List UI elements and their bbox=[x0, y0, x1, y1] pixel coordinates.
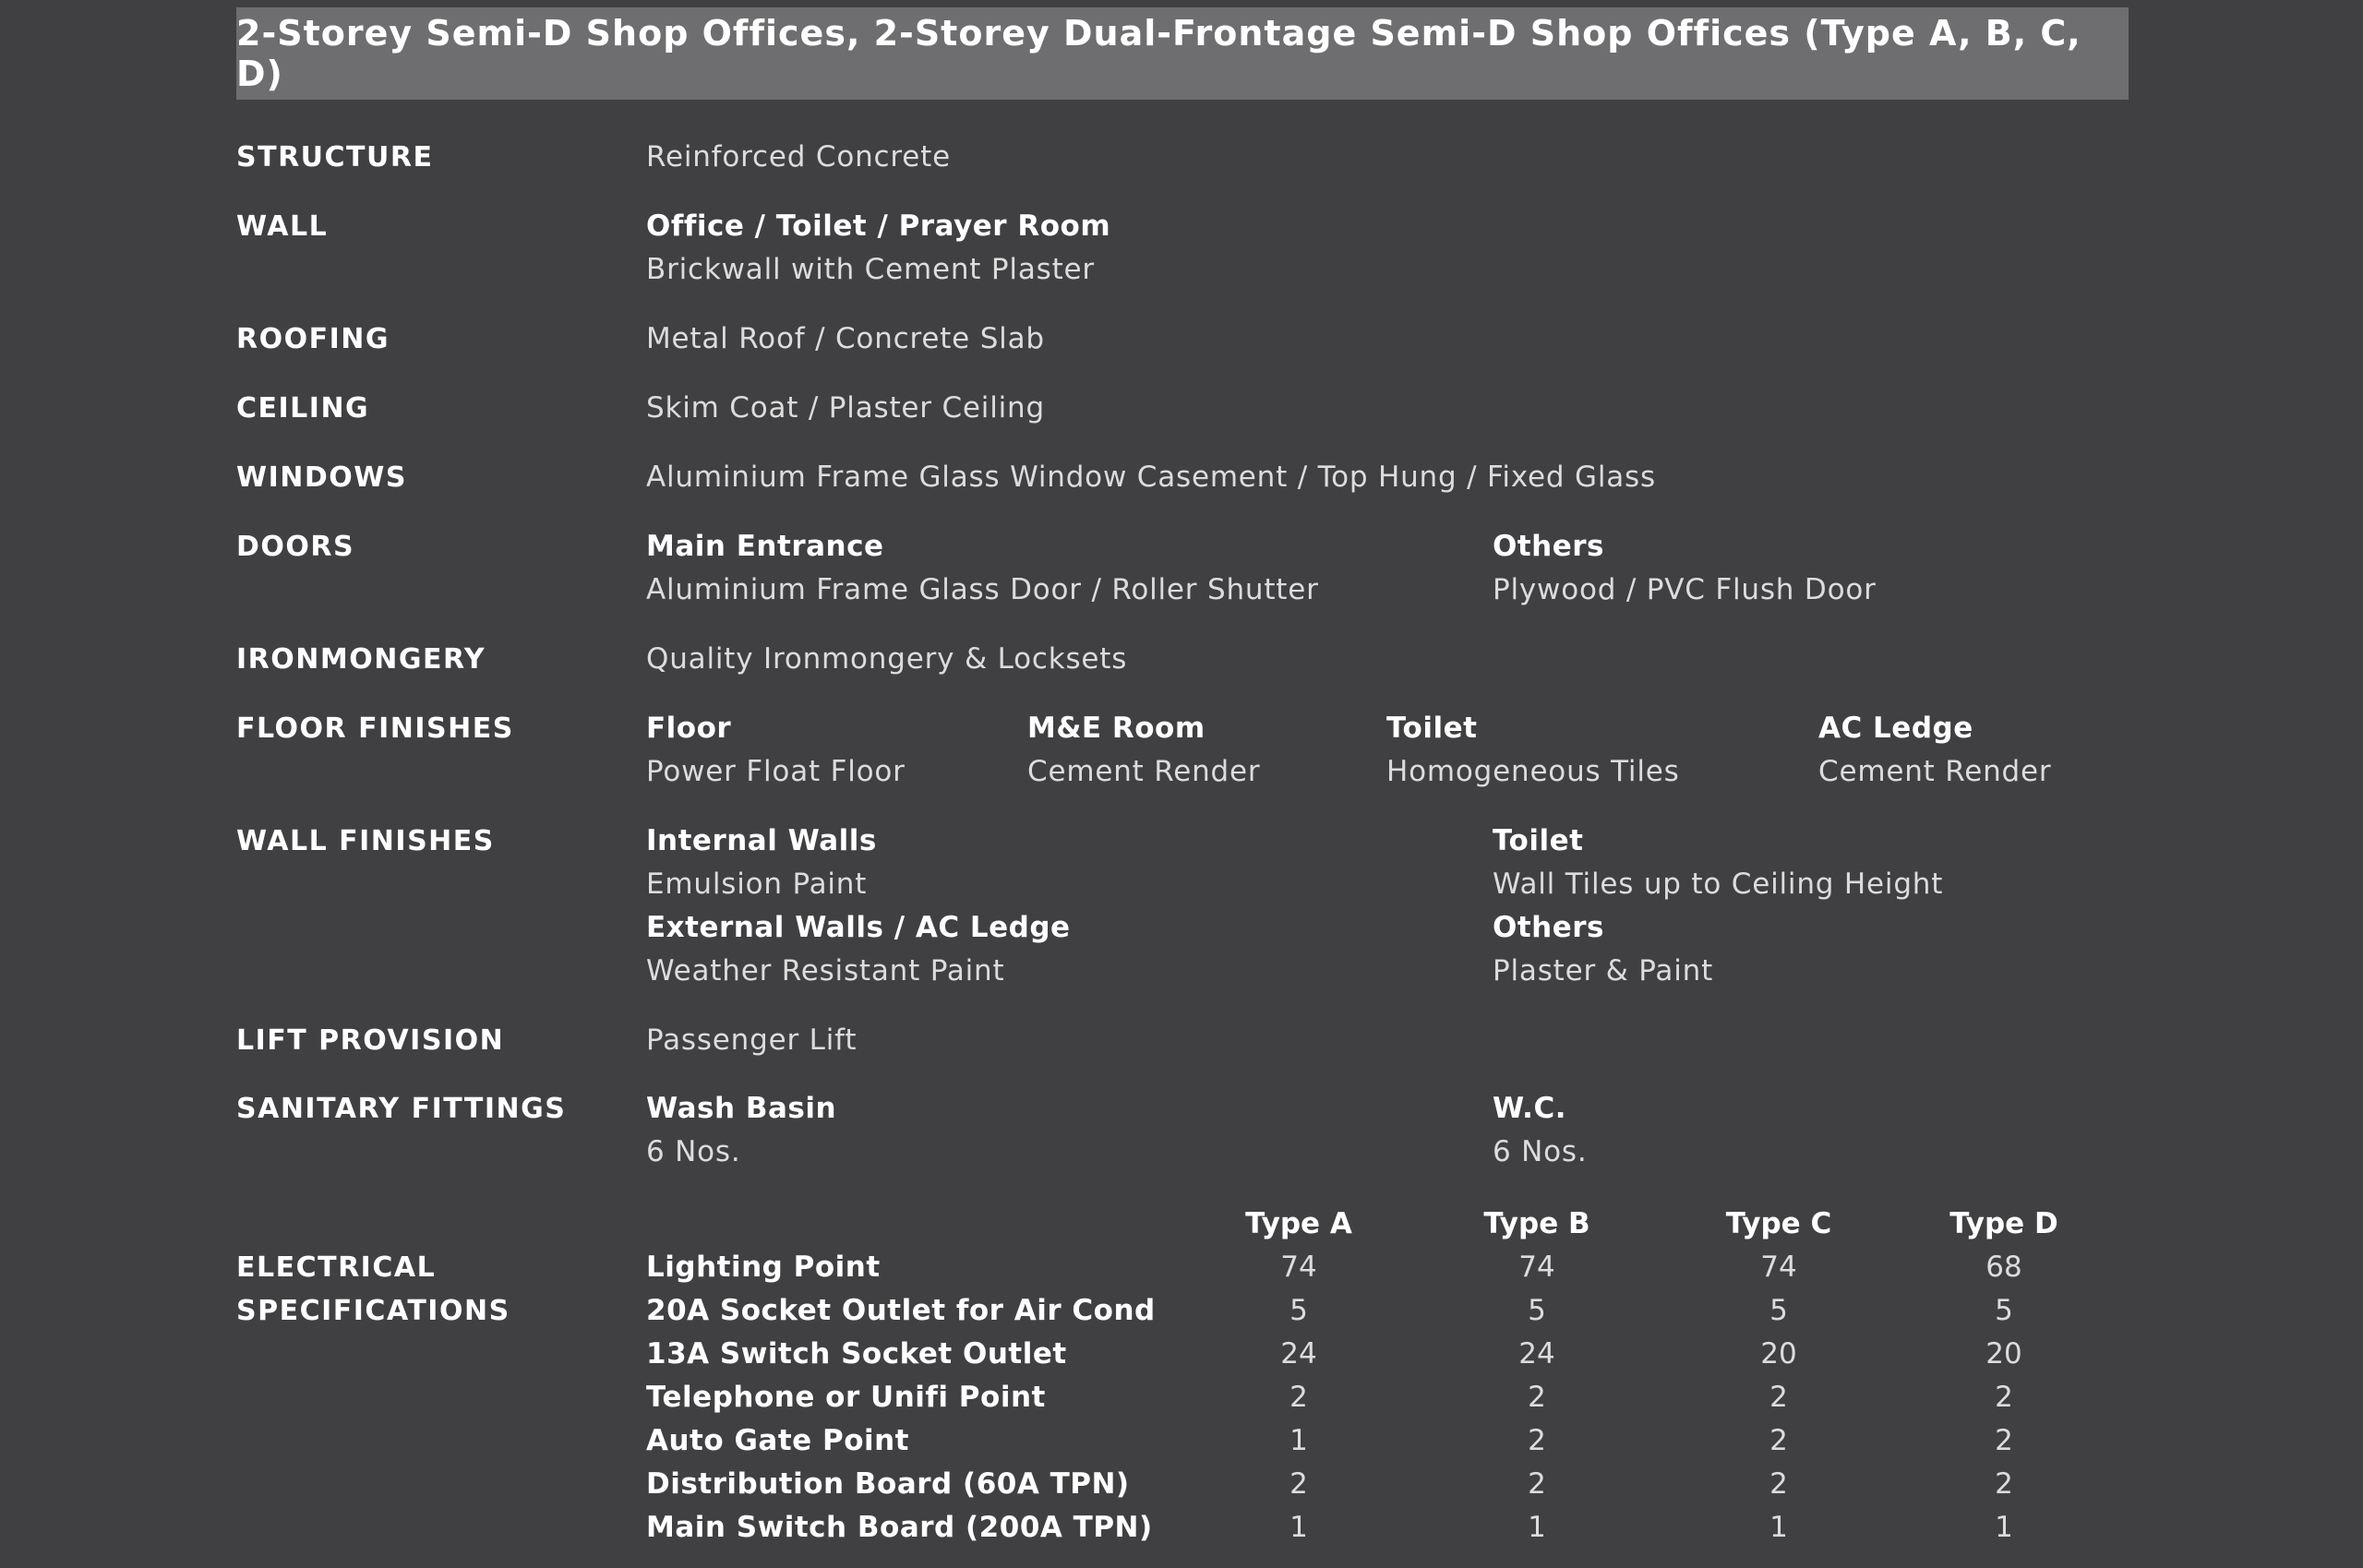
doors-main-value: Aluminium Frame Glass Door / Roller Shutter bbox=[646, 573, 1319, 606]
lift-value: Passenger Lift bbox=[646, 1023, 858, 1057]
electrical-label-line1: ELECTRICAL bbox=[236, 1251, 437, 1284]
wall-others-value: Plaster & Paint bbox=[1493, 954, 1714, 987]
col-type-a: Type A bbox=[1245, 1207, 1352, 1240]
me-room-value: Cement Render bbox=[1027, 755, 1261, 788]
electrical-cell: 5 bbox=[1769, 1294, 1788, 1327]
electrical-cell: 68 bbox=[1985, 1251, 2022, 1284]
electrical-cell: 1 bbox=[1289, 1511, 1308, 1544]
wash-basin-value: 6 Nos. bbox=[646, 1135, 741, 1168]
wall-finishes-label: WALL FINISHES bbox=[236, 825, 495, 857]
wall-label: WALL bbox=[236, 210, 329, 243]
electrical-row-name: Lighting Point bbox=[646, 1251, 881, 1284]
electrical-cell: 1 bbox=[1528, 1511, 1546, 1544]
roofing-label: ROOFING bbox=[236, 323, 390, 355]
electrical-cell: 5 bbox=[1995, 1294, 2013, 1327]
electrical-cell: 2 bbox=[1528, 1467, 1546, 1501]
electrical-cell: 2 bbox=[1769, 1381, 1788, 1414]
electrical-cell: 2 bbox=[1769, 1467, 1788, 1501]
floor-value: Power Float Floor bbox=[646, 755, 906, 788]
internal-walls-value: Emulsion Paint bbox=[646, 868, 868, 901]
wall-others-heading: Others bbox=[1493, 911, 1605, 944]
electrical-cell: 74 bbox=[1760, 1251, 1797, 1284]
electrical-cell: 2 bbox=[1289, 1467, 1308, 1501]
electrical-cell: 2 bbox=[1289, 1381, 1308, 1414]
floor-toilet-heading: Toilet bbox=[1386, 712, 1478, 745]
col-type-b: Type B bbox=[1483, 1207, 1590, 1240]
wall-toilet-value: Wall Tiles up to Ceiling Height bbox=[1493, 868, 1944, 901]
doors-label: DOORS bbox=[236, 531, 355, 563]
electrical-row-name: 13A Switch Socket Outlet bbox=[646, 1337, 1067, 1371]
electrical-cell: 2 bbox=[1528, 1424, 1546, 1457]
electrical-row-name: Main Switch Board (200A TPN) bbox=[646, 1511, 1153, 1544]
me-room-heading: M&E Room bbox=[1027, 712, 1205, 745]
windows-label: WINDOWS bbox=[236, 461, 407, 494]
external-walls-heading: External Walls / AC Ledge bbox=[646, 911, 1071, 944]
ironmongery-value: Quality Ironmongery & Locksets bbox=[646, 642, 1128, 676]
electrical-row-name: 20A Socket Outlet for Air Cond bbox=[646, 1294, 1156, 1327]
floor-heading: Floor bbox=[646, 712, 732, 745]
wall-toilet-heading: Toilet bbox=[1493, 824, 1584, 857]
floor-toilet-value: Homogeneous Tiles bbox=[1386, 755, 1680, 788]
internal-walls-heading: Internal Walls bbox=[646, 824, 877, 857]
electrical-row-name: Auto Gate Point bbox=[646, 1424, 910, 1457]
electrical-cell: 5 bbox=[1528, 1294, 1546, 1327]
col-type-c: Type C bbox=[1725, 1207, 1832, 1240]
electrical-cell: 2 bbox=[1528, 1381, 1546, 1414]
ironmongery-label: IRONMONGERY bbox=[236, 643, 486, 676]
electrical-row-name: Distribution Board (60A TPN) bbox=[646, 1467, 1130, 1501]
wall-value: Brickwall with Cement Plaster bbox=[646, 253, 1095, 286]
roofing-value: Metal Roof / Concrete Slab bbox=[646, 322, 1045, 355]
doors-others-heading: Others bbox=[1493, 530, 1605, 563]
lift-label: LIFT PROVISION bbox=[236, 1024, 505, 1057]
electrical-cell: 1 bbox=[1995, 1511, 2013, 1544]
electrical-cell: 2 bbox=[1995, 1467, 2013, 1501]
electrical-cell: 20 bbox=[1760, 1337, 1797, 1371]
doors-others-value: Plywood / PVC Flush Door bbox=[1493, 573, 1877, 606]
wc-value: 6 Nos. bbox=[1493, 1135, 1588, 1168]
structure-value: Reinforced Concrete bbox=[646, 140, 951, 174]
wall-heading: Office / Toilet / Prayer Room bbox=[646, 209, 1111, 243]
doors-main-heading: Main Entrance bbox=[646, 530, 884, 563]
electrical-cell: 2 bbox=[1995, 1381, 2013, 1414]
ac-ledge-value: Cement Render bbox=[1818, 755, 2052, 788]
ac-ledge-heading: AC Ledge bbox=[1818, 712, 1973, 745]
electrical-cell: 24 bbox=[1280, 1337, 1317, 1371]
electrical-cell: 20 bbox=[1985, 1337, 2022, 1371]
structure-label: STRUCTURE bbox=[236, 141, 434, 174]
electrical-cell: 1 bbox=[1769, 1511, 1788, 1544]
electrical-cell: 74 bbox=[1280, 1251, 1317, 1284]
windows-value: Aluminium Frame Glass Window Casement / Top Hung / Fixed Glass bbox=[646, 461, 1656, 494]
sanitary-label: SANITARY FITTINGS bbox=[236, 1093, 567, 1125]
page-title: 2-Storey Semi-D Shop Offices, 2-Storey Dual-Frontage Semi-D Shop Offices (Type A, B, C, D) bbox=[236, 7, 2129, 100]
wash-basin-heading: Wash Basin bbox=[646, 1092, 837, 1125]
electrical-row-name: Telephone or Unifi Point bbox=[646, 1381, 1046, 1414]
electrical-label-line2: SPECIFICATIONS bbox=[236, 1295, 510, 1327]
ceiling-label: CEILING bbox=[236, 392, 370, 425]
electrical-cell: 2 bbox=[1769, 1424, 1788, 1457]
floor-finishes-label: FLOOR FINISHES bbox=[236, 712, 514, 745]
ceiling-value: Skim Coat / Plaster Ceiling bbox=[646, 391, 1045, 425]
electrical-cell: 1 bbox=[1289, 1424, 1308, 1457]
wc-heading: W.C. bbox=[1493, 1092, 1566, 1125]
col-type-d: Type D bbox=[1949, 1207, 2058, 1240]
electrical-cell: 24 bbox=[1518, 1337, 1555, 1371]
electrical-cell: 74 bbox=[1518, 1251, 1555, 1284]
external-walls-value: Weather Resistant Paint bbox=[646, 954, 1005, 987]
electrical-cell: 2 bbox=[1995, 1424, 2013, 1457]
electrical-cell: 5 bbox=[1289, 1294, 1308, 1327]
